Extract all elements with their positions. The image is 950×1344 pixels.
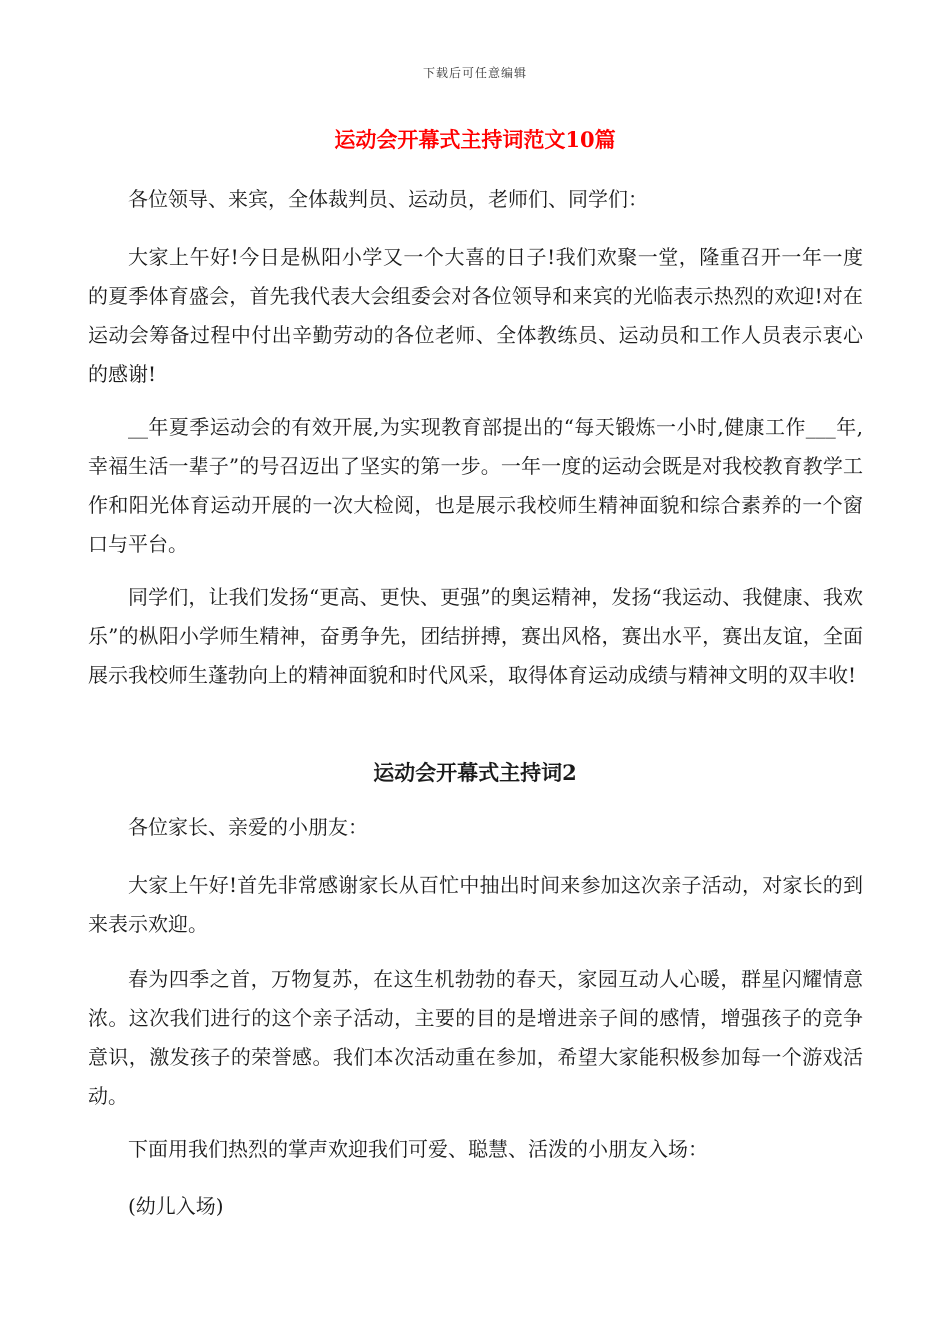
paragraph: 春为四季之首，万物复苏，在这生机勃勃的春天，家园互动人心暖，群星闪耀情意浓。这次我们进行的这个亲子活动，主要的目的是增进亲子间的感情，增强孩子的竞争意识，激发孩子的荣誉感。我们本次活动重在参加，希望大家能积极参加每一个游戏活动。 bbox=[88, 967, 863, 1108]
paragraph: 大家上午好!今日是枞阳小学又一个大喜的日子!我们欢聚一堂，隆重召开一年一度的夏季体育盛会，首先我代表大会组委会对各位领导和来宾的光临表示热烈的欢迎!对在运动会筹备过程中付出辛勤劳动的各位老师、全体教练员、运动员和工作人员表示衷心的感谢! bbox=[88, 245, 863, 386]
paragraph-stage-direction: (幼儿入场) bbox=[128, 1194, 224, 1218]
document-title: 运动会开幕式主持词范文10篇 bbox=[334, 127, 616, 152]
paragraph: __年夏季运动会的有效开展,为实现教育部提出的“每天锻炼一小时,健康工作___年,幸福生活一辈子”的号召迈出了坚实的第一步。一年一度的运动会既是对我校教育教学工作和阳光体育运动开展的一次大检阅，也是展示我校师生精神面貌和综合素养的一个窗口与平台。 bbox=[88, 415, 863, 556]
header-note: 下载后可任意编辑 bbox=[422, 66, 527, 80]
paragraph: 大家上午好!首先非常感谢家长从百忙中抽出时间来参加这次亲子活动，对家长的到来表示欢迎。 bbox=[88, 873, 863, 936]
paragraph-greeting: 各位领导、来宾，全体裁判员、运动员，老师们、同学们： bbox=[128, 187, 648, 211]
section-heading: 运动会开幕式主持词2 bbox=[373, 760, 577, 785]
paragraph: 下面用我们热烈的掌声欢迎我们可爱、聪慧、活泼的小朋友入场： bbox=[128, 1137, 708, 1161]
paragraph: 同学们，让我们发扬“更高、更快、更强”的奥运精神，发扬“我运动、我健康、我欢乐”的枞阳小学师生精神，奋勇争先，团结拼搏，赛出风格，赛出水平，赛出友谊，全面展示我校师生蓬勃向上的精神面貌和时代风采，取得体育运动成绩与精神文明的双丰收! bbox=[88, 585, 863, 687]
paragraph-greeting: 各位家长、亲爱的小朋友： bbox=[128, 815, 368, 839]
